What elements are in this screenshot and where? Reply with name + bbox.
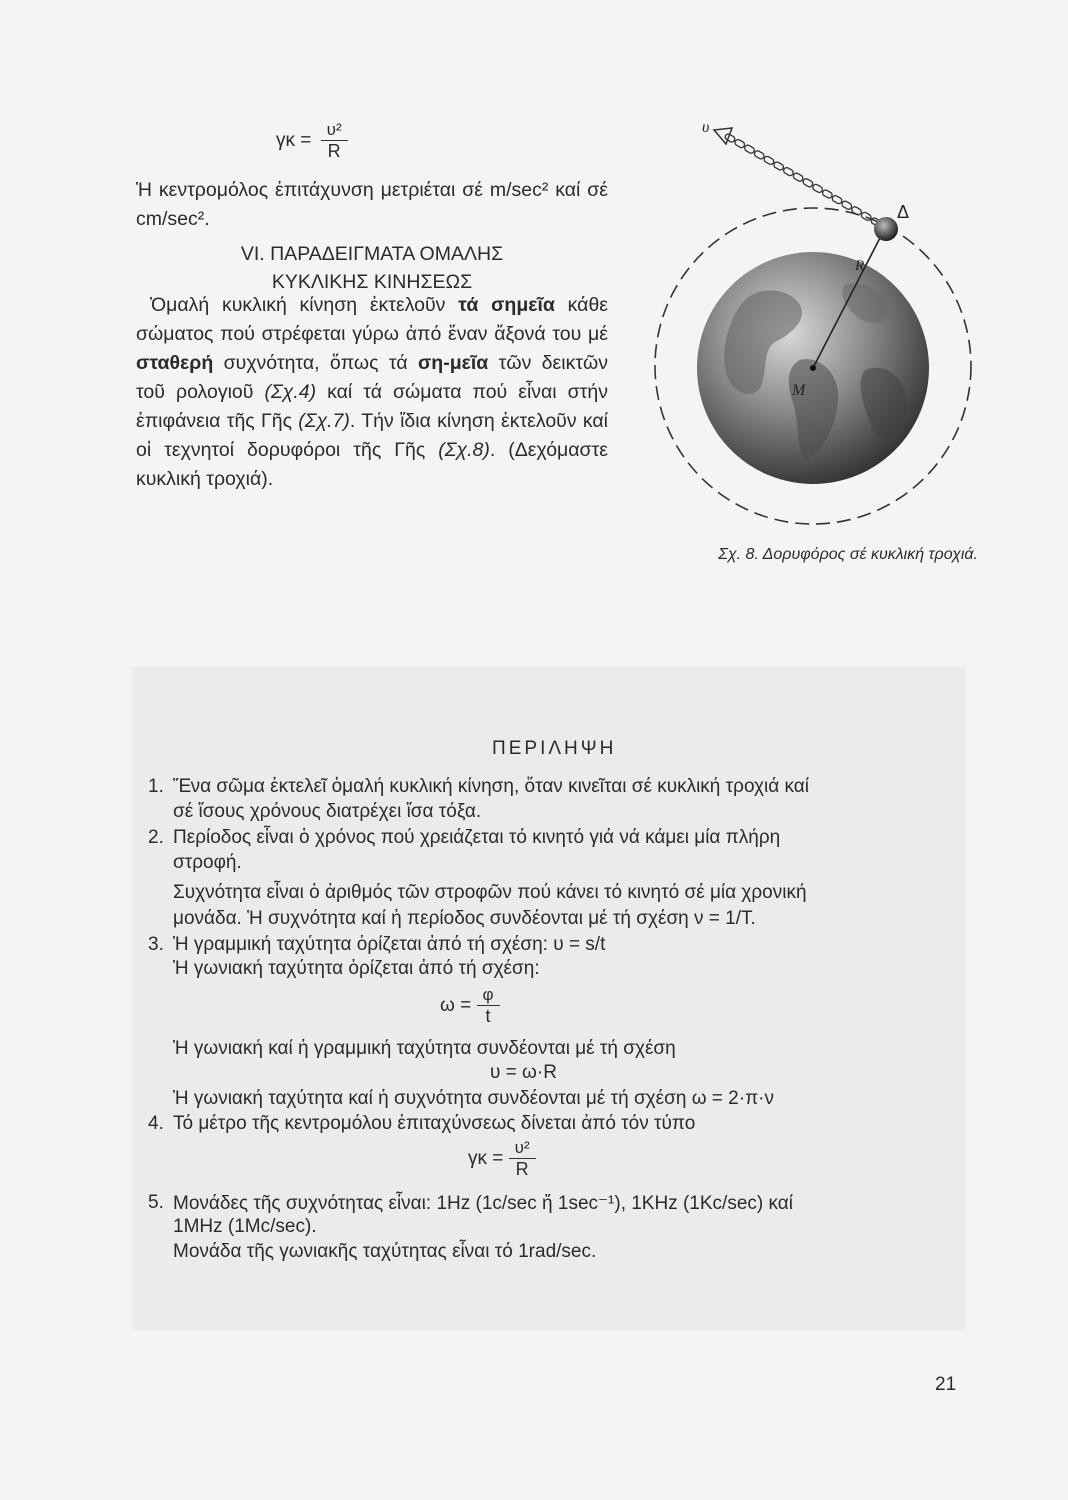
- section-heading: [136, 240, 608, 296]
- summary-item1-number: 1.: [148, 776, 164, 797]
- summary-item2-line1: Περίοδος εἶναι ὁ χρόνος πού χρειάζεται τό κινητό γιά νά κάμει μία πλήρη: [173, 827, 781, 848]
- summary-item4-number: 4.: [148, 1113, 164, 1134]
- paragraph-text: τῶν δεικτῶν τοῦ ρολογιοῦ: [136, 352, 608, 403]
- label-R: R: [855, 258, 865, 274]
- figure-caption: Σχ. 8. Δορυφόρος σέ κυκλική τροχιά.: [718, 546, 978, 563]
- unit-sentence: Ἡ κεντρομόλος ἐπιτάχυνση μετριέται σέ m/sec² καί σέ cm/sec².: [136, 179, 608, 230]
- chain-link: [831, 195, 843, 205]
- paragraph-bold: σταθερή: [136, 352, 214, 374]
- summary-item3-line2: Ἡ γωνιακή ταχύτητα ὁρίζεται ἀπό τή σχέση:: [173, 958, 540, 979]
- paragraph-bold: ση-μεῖα: [417, 352, 489, 374]
- summary-item4-line1: Τό μέτρο τῆς κεντρομόλου ἐπιταχύνσεως δίνεται ἀπό τόν τύπο: [173, 1113, 696, 1134]
- main-paragraph: [136, 291, 608, 494]
- gk-lhs: γκ =: [468, 1148, 504, 1169]
- satellite: [874, 217, 898, 241]
- formula-denominator: R: [327, 141, 341, 161]
- summary-title: ΠΕΡΙΛΗΨΗ: [492, 738, 617, 759]
- omega-denominator: t: [485, 1006, 491, 1026]
- gk-numerator: υ²: [509, 1138, 536, 1159]
- summary-item5-line1: Μονάδες τῆς συχνότητας εἶναι: 1Hz (1c/sec ἤ 1sec⁻¹), 1KHz (1Kc/sec) καί: [173, 1193, 793, 1214]
- summary-item2-line4: μονάδα. Ἡ συχνότητα καί ἡ περίοδος συνδέονται μέ τή σχέση ν = 1/T.: [173, 908, 756, 929]
- gk-denominator: R: [515, 1159, 529, 1179]
- summary-item3-line4: Ἡ γωνιακή ταχύτητα καί ἡ συχνότητα συνδέονται μέ τή σχέση ω = 2·π·ν: [173, 1088, 775, 1109]
- label-v: υ: [702, 119, 710, 136]
- summary-item5-line2: 1MHz (1Mc/sec).: [173, 1216, 317, 1237]
- summary-item3-line1: Ἡ γραμμική ταχύτητα ὁρίζεται ἀπό τή σχέση: υ = s/t: [173, 934, 606, 955]
- omega-numerator: φ: [477, 985, 500, 1006]
- section-heading-line2: ΚΥΚΛΙΚΗΣ ΚΙΝΗΣΕΩΣ: [271, 271, 473, 293]
- chain-link: [734, 139, 746, 149]
- figure-reference: (Σχ.4): [264, 381, 317, 403]
- figure-reference: (Σχ.7): [298, 410, 350, 432]
- summary-item3-equation: υ = ω·R: [490, 1062, 557, 1083]
- section-heading-line1: VI. ΠΑΡΑΔΕΙΓΜΑΤΑ ΟΜΑΛΗΣ: [240, 243, 504, 265]
- satellite-orbit-figure: [650, 110, 990, 540]
- figure-reference: (Σχ.8): [438, 439, 490, 461]
- center-point: [810, 365, 816, 371]
- formula-lhs: γκ =: [276, 130, 312, 151]
- chain-link: [753, 150, 765, 160]
- omega-fraction: [477, 985, 500, 1027]
- chain-link: [744, 144, 756, 154]
- chain-link: [851, 206, 863, 216]
- label-delta: Δ: [897, 202, 910, 222]
- paragraph-text: καί τά σώματα πού εἶναι στήν ἐπιφάνεια τῆς Γῆς: [136, 381, 608, 432]
- summary-item2-number: 2.: [148, 827, 164, 848]
- chain-link: [802, 178, 814, 188]
- formula-fraction: [321, 120, 348, 162]
- summary-item5-line3: Μονάδα τῆς γωνιακῆς ταχύτητας εἶναι τό 1rad/sec.: [173, 1241, 597, 1262]
- formula-centripetal: [276, 120, 348, 162]
- velocity-chain: [724, 133, 882, 227]
- paragraph-text: Ὁμαλή κυκλική κίνηση ἐκτελοῦν: [150, 294, 459, 316]
- summary-item3-number: 3.: [148, 934, 164, 955]
- page-number: 21: [935, 1374, 957, 1395]
- summary-item3-line3: Ἡ γωνιακή καί ἡ γραμμική ταχύτητα συνδέονται μέ τή σχέση: [173, 1038, 676, 1059]
- paragraph-bold: τά σημεῖα: [458, 294, 555, 316]
- summary-item2-line2: στροφή.: [173, 852, 242, 873]
- chain-link: [773, 161, 785, 171]
- paragraph-text: συχνότητα, ὅπως τά: [213, 352, 418, 374]
- chain-link: [841, 200, 853, 210]
- summary-item1-line2: σέ ἴσους χρόνους διατρέχει ἴσα τόξα.: [173, 801, 482, 822]
- label-M: M: [792, 382, 806, 399]
- summary-item1-line1: Ἕνα σῶμα ἐκτελεῖ ὁμαλή κυκλική κίνηση, ὅταν κινεῖται σέ κυκλική τροχιά καί: [173, 776, 809, 797]
- chain-link: [792, 172, 804, 182]
- chain-link: [812, 183, 824, 193]
- paragraph-text: . (Δεχόμαστε κυκλική τροχιά).: [136, 439, 608, 490]
- summary-item5-number: 5.: [148, 1192, 164, 1213]
- paragraph-text: κάθε σώματος πού στρέφεται γύρω ἀπό ἕναν ἄξονά του μέ: [136, 294, 608, 345]
- chain-link: [860, 211, 872, 221]
- omega-lhs: ω =: [440, 995, 472, 1016]
- gk-formula: [468, 1138, 536, 1180]
- chain-link: [763, 155, 775, 165]
- omega-formula: [440, 985, 500, 1027]
- chain-link: [822, 189, 834, 199]
- gk-fraction: [509, 1138, 536, 1180]
- chain-link: [783, 167, 795, 177]
- summary-item2-line3: Συχνότητα εἶναι ὁ ἀριθμός τῶν στροφῶν πού κάνει τό κινητό σέ μία χρονική: [173, 882, 807, 903]
- paragraph-text: . Τήν ἴδια κίνηση ἐκτελοῦν καί οἱ τεχνητοί δορυφόροι τῆς Γῆς: [136, 410, 608, 461]
- formula-numerator: υ²: [321, 120, 348, 141]
